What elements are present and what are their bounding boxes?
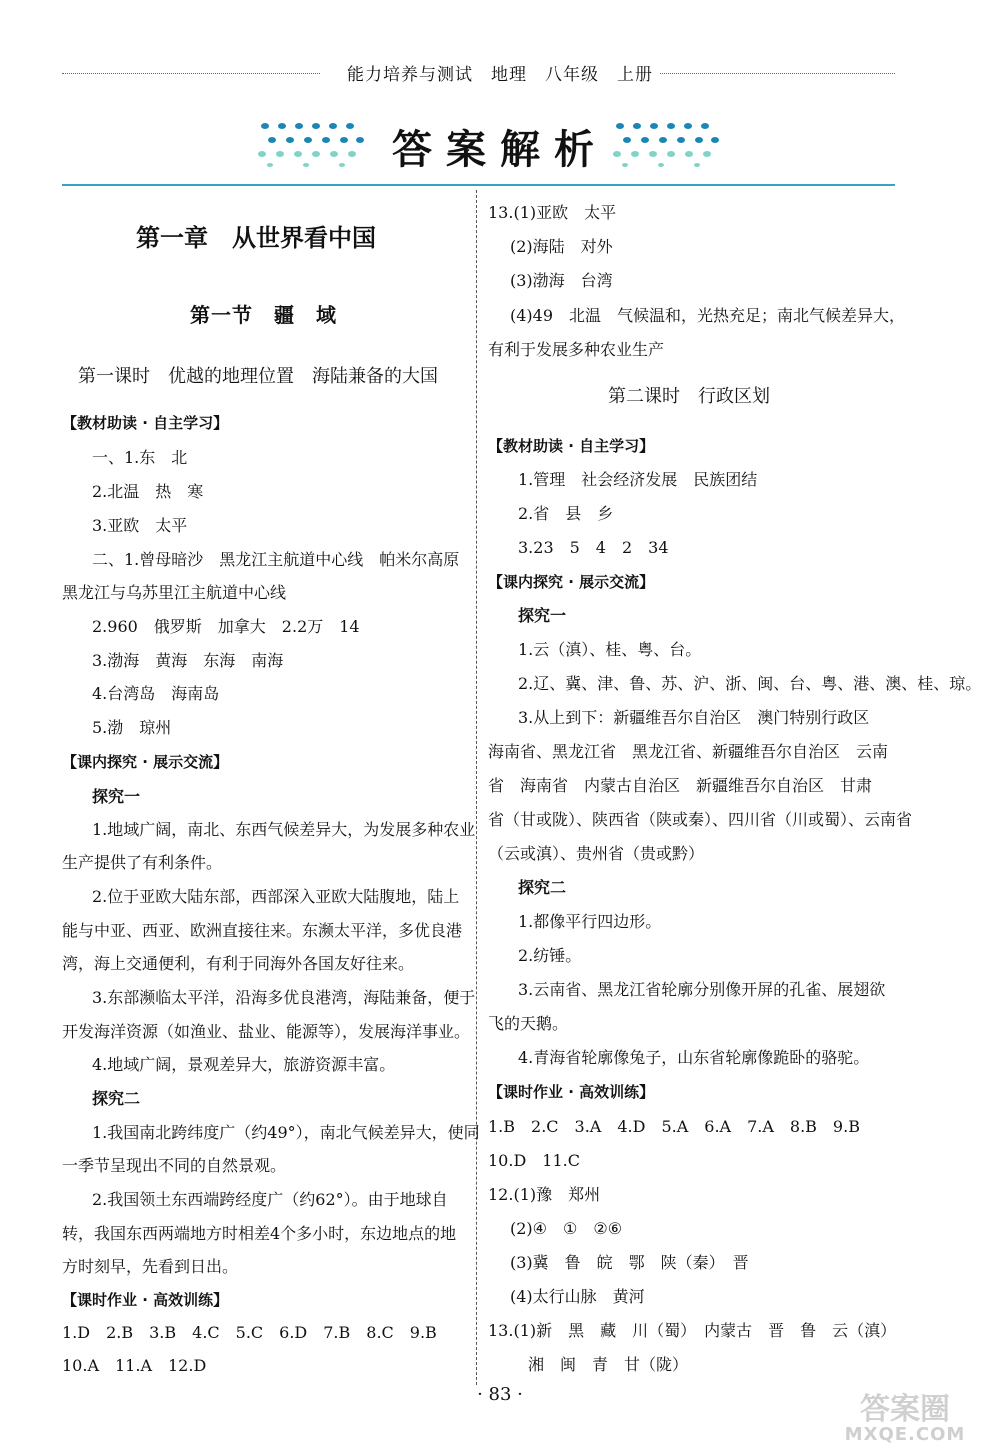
answer-line: 12.(1)豫 郑州 (488, 1185, 601, 1204)
answer-line: 3.东部濒临太平洋，沿海多优良港湾，海陆兼备，便于 (92, 988, 476, 1007)
answer-line: 3.23 5 4 2 34 (518, 538, 669, 557)
answer-line: 2.我国领土东西端跨经度广（约62°）。由于地球自 (92, 1190, 448, 1209)
answer-line: (4)49 北温 气候温和，光热充足；南北气候差异大， (510, 306, 906, 325)
lesson-heading: 第一课时 优越的地理位置 海陆兼备的大国 (78, 366, 438, 387)
answer-line: (4)太行山脉 黄河 (510, 1287, 645, 1306)
answer-line: 转，我国东西两端地方时相差4个多小时，东边地点的地 (62, 1224, 457, 1243)
answer-line: 方时刻早，先看到日出。 (62, 1257, 239, 1276)
subheading: 探究二 (92, 1089, 141, 1108)
answer-line: 1.云（滇）、桂、粤、台。 (518, 640, 702, 659)
page-title: 答案解析 (392, 126, 608, 173)
subheading: 探究一 (92, 787, 141, 806)
answer-line: 能与中亚、西亚、欧洲直接往来。东濒太平洋，多优良港 (62, 921, 463, 940)
column-divider (476, 190, 477, 1385)
section-label: 【教材助读 · 自主学习】 (488, 437, 655, 455)
answer-line: 开发海洋资源（如渔业、盐业、能源等），发展海洋事业。 (62, 1022, 471, 1041)
section-heading: 第一节 疆 域 (190, 303, 337, 327)
answer-line: 湾，海上交通便利，有利于同海外各国友好往来。 (62, 954, 415, 973)
answer-line: 3.亚欧 太平 (92, 516, 188, 535)
answer-line: 2.位于亚欧大陆东部，西部深入亚欧大陆腹地，陆上 (92, 887, 460, 906)
section-label: 【课内探究 · 展示交流】 (488, 573, 655, 591)
answer-line: 1.地域广阔，南北、东西气候差异大，为发展多种农业 (92, 820, 476, 839)
subheading: 探究二 (518, 878, 567, 897)
section-label: 【课时作业 · 高效训练】 (488, 1083, 655, 1101)
answer-line: 5.渤 琼州 (92, 718, 172, 737)
answer-line: 2.辽、冀、津、鲁、苏、沪、浙、闽、台、粤、港、澳、桂、琼。 (518, 674, 982, 693)
section-label: 【课时作业 · 高效训练】 (62, 1291, 229, 1309)
answer-line: 一、1.东 北 (92, 448, 188, 467)
answer-line: (2)④ ① ②⑥ (510, 1219, 623, 1238)
answer-line: 4.地域广阔，景观差异大，旅游资源丰富。 (92, 1055, 396, 1074)
answer-line: 13.(1)亚欧 太平 (488, 203, 617, 222)
answer-line: 飞的天鹅。 (488, 1014, 569, 1033)
watermark-logo: 答案圈 MXQE.COM (844, 1392, 966, 1445)
section-label: 【课内探究 · 展示交流】 (62, 753, 229, 771)
answer-line: 海南省、黑龙江省 黑龙江省、新疆维吾尔自治区 云南 (488, 742, 889, 761)
answer-line: 4.台湾岛 海南岛 (92, 684, 220, 703)
answer-line: 生产提供了有利条件。 (62, 853, 223, 872)
answer-line: 1.D 2.B 3.B 4.C 5.C 6.D 7.B 8.C 9.B (62, 1323, 437, 1342)
answer-line: 二、1.曾母暗沙 黑龙江主航道中心线 帕米尔高原 (92, 550, 460, 569)
answer-line: 3.云南省、黑龙江省轮廓分别像开屏的孔雀、展翅欲 (518, 980, 886, 999)
answer-line: 一季节呈现出不同的自然景观。 (62, 1156, 287, 1175)
section-label: 【教材助读 · 自主学习】 (62, 414, 229, 432)
answer-line: 3.从上到下：新疆维吾尔自治区 澳门特别行政区 (518, 708, 870, 727)
answer-line: 省 海南省 内蒙古自治区 新疆维吾尔自治区 甘肃 (488, 776, 873, 795)
lesson-heading: 第二课时 行政区划 (608, 386, 770, 407)
answer-line: 2.纺锤。 (518, 946, 582, 965)
answer-line: 3.渤海 黄海 东海 南海 (92, 651, 284, 670)
answer-line: （云或滇）、贵州省（贵或黔） (488, 844, 705, 863)
answer-line: 10.A 11.A 12.D (62, 1356, 207, 1375)
answer-line: 4.青海省轮廓像兔子，山东省轮廓像跪卧的骆驼。 (518, 1048, 870, 1067)
answer-line: 13.(1)新 黑 藏 川（蜀） 内蒙古 晋 鲁 云（滇） (488, 1321, 897, 1340)
answer-line: (3)渤海 台湾 (510, 271, 613, 290)
subheading: 探究一 (518, 606, 567, 625)
answer-line: 1.B 2.C 3.A 4.D 5.A 6.A 7.A 8.B 9.B (488, 1117, 860, 1136)
answer-line: (3)冀 鲁 皖 鄂 陕（秦） 晋 (510, 1253, 749, 1272)
answer-line: 省（甘或陇）、陕西省（陕或秦）、四川省（川或蜀）、云南省 (488, 810, 913, 829)
answer-line: 2.北温 热 寒 (92, 482, 204, 501)
answer-line: 1.我国南北跨纬度广（约49°），南北气候差异大，使同 (92, 1123, 480, 1142)
page-number: · 83 · (477, 1384, 523, 1405)
answer-line: 2.960 俄罗斯 加拿大 2.2万 14 (92, 617, 360, 636)
answer-line: 10.D 11.C (488, 1151, 580, 1170)
answer-line: 1.都像平行四边形。 (518, 912, 662, 931)
decorative-dots-right (605, 118, 725, 168)
answer-line: 2.省 县 乡 (518, 504, 614, 523)
running-header: 能力培养与测试 地理 八年级 上册 (0, 60, 1000, 85)
chapter-heading: 第一章 从世界看中国 (136, 223, 376, 252)
answer-line: (2)海陆 对外 (510, 237, 613, 256)
title-underline (62, 184, 895, 186)
answer-line: 有利于发展多种农业生产 (488, 340, 665, 359)
answer-line: 1.管理 社会经济发展 民族团结 (518, 470, 758, 489)
answer-line: 黑龙江与乌苏里江主航道中心线 (62, 583, 287, 602)
answer-line: 湘 闽 青 甘（陇） (528, 1355, 689, 1374)
